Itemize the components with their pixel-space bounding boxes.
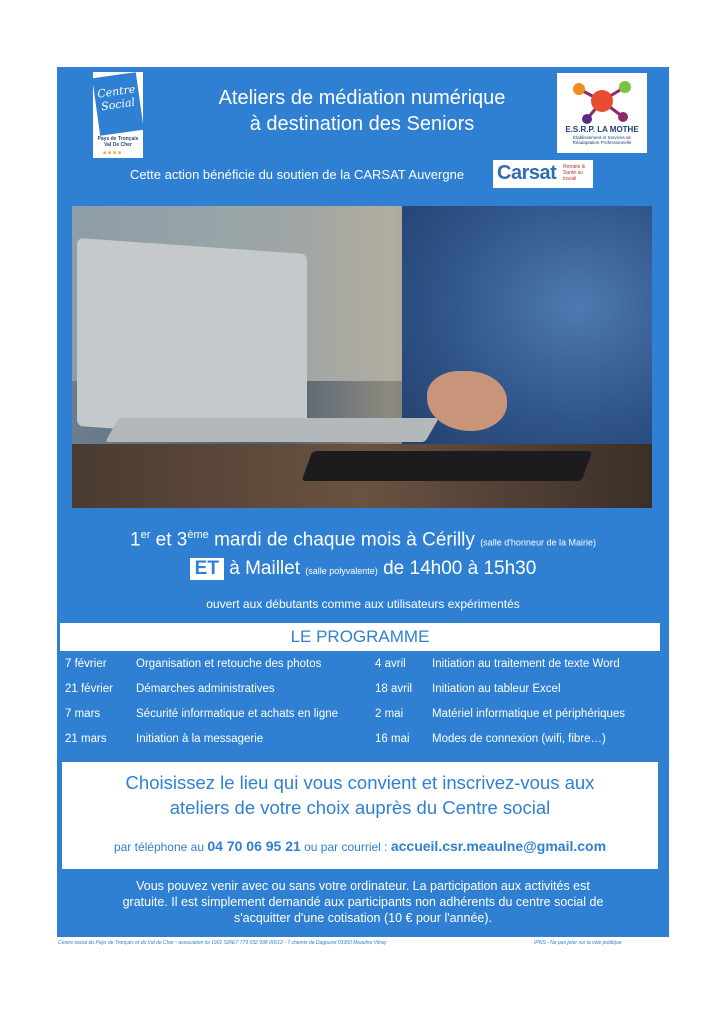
et-badge: ET (190, 558, 224, 580)
laptop-photo (72, 206, 652, 508)
date: 4 avril (375, 658, 406, 670)
footer-line-3: s'acquitter d'une cotisation (10 € pour l'année). (233, 911, 492, 925)
flyer (57, 67, 669, 937)
topic: Matériel informatique et périphériques (432, 708, 626, 720)
schedule-main: mardi de chaque mois à Cérilly (214, 529, 475, 551)
legal-credit: Centre social du Pays de Tronçais et du Val de Cher - association loi 1901 SIRET 779 032 938 00012 - 7 chemin de Dagouret 03360 Meaulne Vitray (58, 940, 387, 946)
footer-text (77, 878, 649, 926)
contact-line (62, 838, 658, 854)
topic: Organisation et retouche des photos (136, 658, 322, 670)
topic: Initiation au tableur Excel (432, 683, 561, 695)
phone-prefix: par téléphone au (113, 840, 205, 854)
topic: Démarches administratives (136, 683, 275, 695)
programme-row (57, 708, 669, 726)
esrp-name: E.S.R.P. LA MOTHE (565, 125, 639, 134)
ordinal-1: 1 (130, 529, 141, 551)
topic: Initiation au traitement de texte Word (432, 658, 620, 670)
ordinal-1-suffix: er (140, 529, 151, 541)
ipns-note: IPNS - Ne pas jeter sur la voie publique (534, 940, 622, 946)
title-line-1: Ateliers de médiation numérique (218, 87, 506, 109)
mail-prefix: ou par courriel : (304, 840, 388, 854)
centre-social-logo (93, 72, 143, 158)
logo-dots: ■■■■ (103, 150, 124, 156)
programme-row (57, 683, 669, 701)
topic: Modes de connexion (wifi, fibre…) (432, 733, 606, 745)
schedule-hours: de 14h00 à 15h30 (383, 558, 537, 579)
topic: Initiation à la messagerie (136, 733, 264, 745)
footer-line-2: gratuite. Il est simplement demandé aux participants non adhérents du centre social de (122, 895, 604, 909)
esrp-desc: Établissement et Services de Réadaptation Professionnelle (572, 135, 632, 145)
programme-row (57, 733, 669, 751)
venue-cerilly: (salle d'honneur de la Mairie) (480, 537, 596, 548)
registration-box (62, 762, 658, 869)
date: 7 février (65, 658, 107, 670)
logo-subtitle: Pays de Tronçais Val De Cher (97, 136, 139, 148)
date: 21 mars (65, 733, 107, 745)
flyer-title (157, 85, 567, 137)
audience-text: ouvert aux débutants comme aux utilisateurs expérimentés (206, 597, 520, 611)
ordinal-3: 3 (176, 529, 188, 551)
date: 16 mai (375, 733, 410, 745)
ordinal-3-suffix: ème (187, 529, 209, 541)
date: 21 février (65, 683, 113, 695)
date: 18 avril (375, 683, 413, 695)
email-address[interactable]: accueil.csr.meaulne@gmail.com (390, 838, 607, 854)
esrp-logo (557, 73, 647, 153)
support-text: Cette action bénéficie du soutien de la CARSAT Auvergne (129, 167, 465, 182)
footer-line-1: Vous pouvez venir avec ou sans votre ordinateur. La participation aux activités est (136, 879, 590, 893)
carsat-tagline: Retraite & Santé au travail (563, 164, 586, 182)
carsat-name: Carsat (497, 162, 557, 184)
cta-line-1: Choisissez le lieu qui vous convient et inscrivez-vous aux (125, 772, 595, 793)
programme-row (57, 658, 669, 676)
carsat-logo (493, 160, 593, 188)
title-line-2: à destination des Seniors (249, 113, 475, 135)
molecule-icon (565, 77, 639, 125)
topic: Sécurité informatique et achats en ligne (136, 708, 339, 720)
programme-heading: LE PROGRAMME (290, 627, 430, 646)
date: 2 mai (375, 708, 404, 720)
place-maillet: à Maillet (229, 558, 300, 579)
programme-heading-bar (60, 623, 660, 651)
cta-line-2: ateliers de votre choix auprès du Centre social (169, 797, 551, 818)
phone-number[interactable]: 04 70 06 95 21 (207, 838, 301, 854)
schedule-line-2 (57, 558, 669, 580)
schedule-line-1 (57, 529, 669, 551)
schedule-and: et (155, 529, 172, 551)
venue-maillet: (salle polyvalente) (305, 566, 378, 576)
logo-text: Centre Social (92, 72, 144, 136)
date: 7 mars (65, 708, 101, 720)
